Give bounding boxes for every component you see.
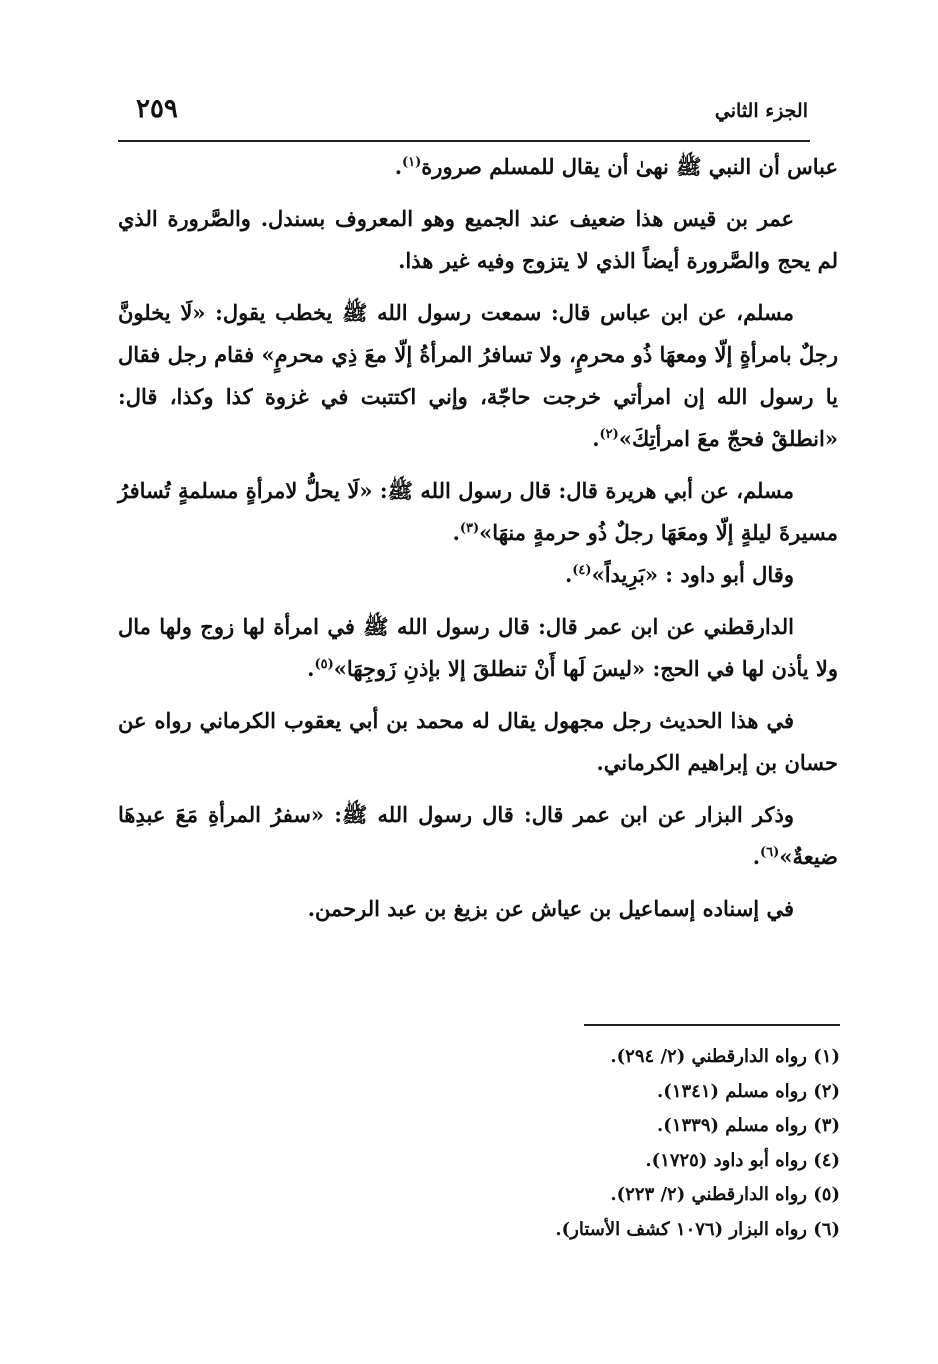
hadith-quote: «لَا يخلونَّ رجلٌ بامرأةٍ إلّا ومعهَا ذُو محرمٍ، ولا تسافرُ المرأةُ إلّا معَ ذِي محرمٍ»	[118, 300, 838, 367]
body-text	[118, 146, 838, 930]
paragraph-8: وذكر البزار عن ابن عمر قال: قال رسول الله ﷺ: «سفرُ المرأةِ مَعَ عبدِهَا ضيعةٌ»$^{(٦)}$.	[118, 802, 838, 869]
paragraph-6: الدارقطني عن ابن عمر قال: قال رسول الله ﷺ في امرأة لها زوج ولها مال ولا يأذن لها في الحج: «ليسَ لَها أَنْ تنطلقَ إلا بإذنِ زَوجِهَا»$^{(٥)}$.	[118, 614, 838, 681]
paragraph-9: في إسناده إسماعيل بن عياش عن بزيغ بن عبد الرحمن.	[307, 896, 794, 921]
footnote-item: (٥) رواه الدارقطني (٢/ ٢٢٣).	[610, 1184, 840, 1205]
header-rule	[118, 140, 810, 142]
footnotes-list	[300, 1040, 840, 1247]
page-header	[118, 90, 808, 134]
footnote-item: (١) رواه الدارقطني (٢/ ٢٩٤).	[610, 1046, 840, 1067]
paragraph-3: مسلم، عن ابن عباس قال: سمعت رسول الله ﷺ يخطب يقول: «لَا يخلونَّ رجلٌ بامرأةٍ إلّا ومعهَا ذُو محرمٍ، ولا تسافرُ المرأةُ إلّا معَ ذِي محرمٍ» فقام رجل فقال يا رسول الله إن امرأتي خرجت حاجّة، وإني اكتتبت في غزوة كذا وكذا، قال: «انطلقْ فحجّ معَ امرأتِكَ»$^{(٢)}$.	[118, 300, 838, 451]
hadith-quote: «انطلقْ فحجّ معَ امرأتِكَ»	[618, 426, 838, 451]
footnote-item: (٣) رواه مسلم (١٣٣٩).	[657, 1115, 840, 1136]
page-number: ٢٥٩	[136, 94, 178, 124]
footnote-ref-2[interactable]: (٢)	[599, 427, 619, 442]
footnote-ref-4[interactable]: (٤)	[572, 563, 592, 578]
footnote-rule	[584, 1024, 840, 1026]
hadith-quote: «بَرِيداً»	[591, 562, 658, 587]
hadith-quote: «لَا يحلُّ لامرأةٍ مسلمةٍ تُسافرُ مسيرةَ ليلةٍ إلّا ومعَهَا رجلٌ ذُو حرمةٍ منهَا»	[118, 478, 838, 545]
footnote-item: (٦) رواه البزار (١٠٧٦ كشف الأستار).	[555, 1218, 840, 1240]
hadith-quote: «سفرُ المرأةِ مَعَ عبدِهَا ضيعةٌ»	[118, 802, 838, 869]
footnote-item: (٤) رواه أبو داود (١٧٢٥).	[645, 1149, 840, 1171]
paragraph-1: عباس أن النبي ﷺ نهىٰ أن يقال للمسلم صرورة$^{(١)}$.	[394, 154, 838, 179]
footnote-ref-1[interactable]: (١)	[402, 155, 422, 170]
footnote-ref-5[interactable]: (٥)	[314, 657, 334, 672]
paragraph-5: وقال أبو داود : «بَرِيداً»$^{(٤)}$.	[564, 562, 794, 587]
paragraph-4: مسلم، عن أبي هريرة قال: قال رسول الله ﷺ: «لَا يحلُّ لامرأةٍ مسلمةٍ تُسافرُ مسيرةَ ليلةٍ إلّا ومعَهَا رجلٌ ذُو حرمةٍ منهَا»$^{(٣)}$.	[118, 478, 838, 545]
paragraph-2: عمر بن قيس هذا ضعيف عند الجميع وهو المعروف بسندل. والصَّرورة الذي لم يحج والصَّرورة أيضاً الذي لا يتزوج وفيه غير هذا.	[118, 206, 838, 273]
hadith-quote: «ليسَ لَها أَنْ تنطلقَ إلا بإذنِ زَوجِهَا»	[333, 656, 646, 681]
running-head: الجزء الثاني	[714, 100, 808, 122]
footnote-ref-3[interactable]: (٣)	[459, 521, 480, 536]
footnote-item: (٢) رواه مسلم (١٣٤١).	[657, 1080, 840, 1102]
paragraph-7: في هذا الحديث رجل مجهول يقال له محمد بن أبي يعقوب الكرماني رواه عن حسان بن إبراهيم الكرماني.	[118, 708, 838, 775]
footnote-ref-6[interactable]: (٦)	[760, 845, 780, 860]
